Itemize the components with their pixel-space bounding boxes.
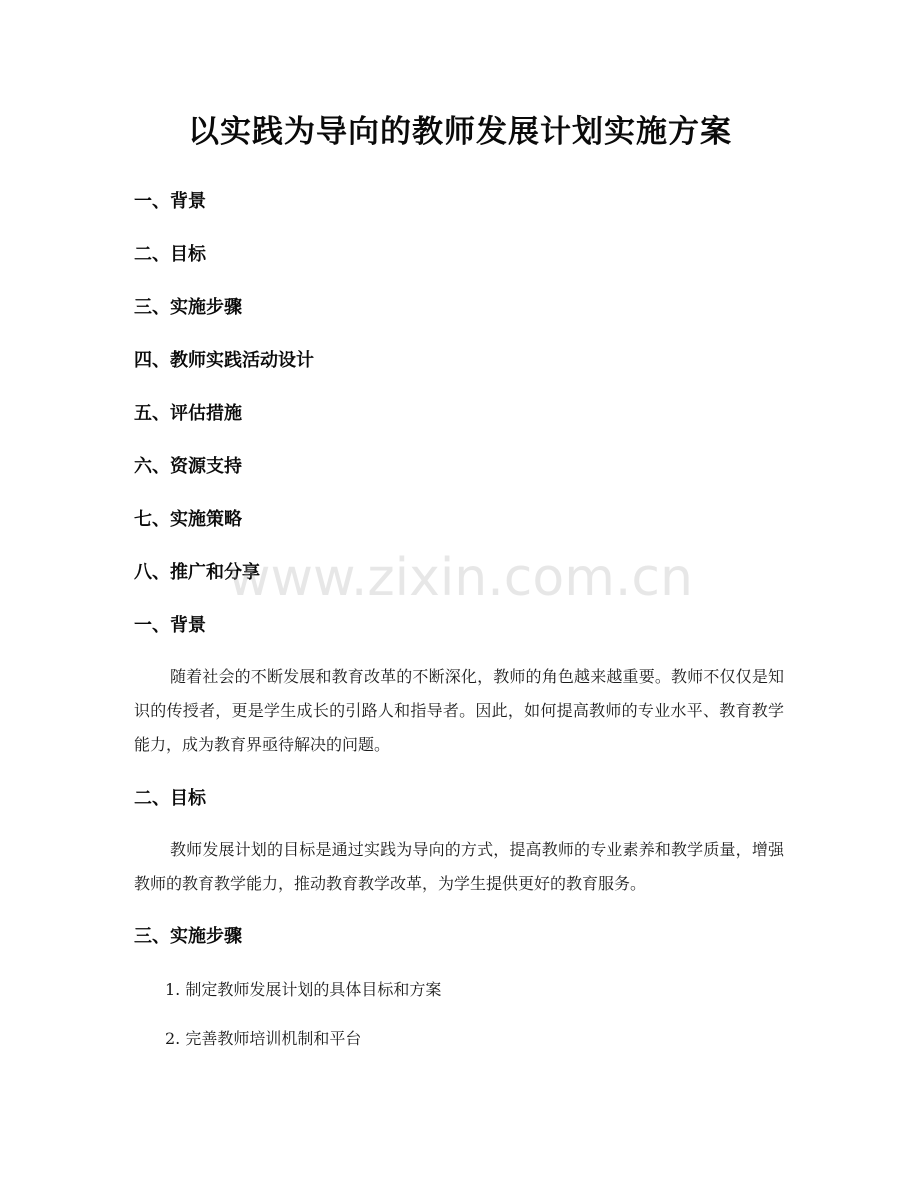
toc-item-goals: 二、目标 [134, 244, 206, 265]
toc-item-resources: 六、资源支持 [134, 456, 242, 477]
section-heading-background: 一、背景 [134, 615, 206, 636]
step-item-2: 2. 完善教师培训机制和平台 [165, 1029, 362, 1048]
section-body-background: 随着社会的不断发展和教育改革的不断深化，教师的角色越来越重要。教师不仅仅是知识的传授者，更是学生成长的引路人和指导者。因此，如何提高教师的专业水平、教育教学能力，成为教育界亟待解决的问题。 [134, 667, 784, 754]
section-heading-steps: 三、实施步骤 [134, 926, 242, 947]
step-item-1: 1. 制定教师发展计划的具体目标和方案 [165, 980, 442, 999]
toc-item-evaluation: 五、评估措施 [134, 403, 242, 424]
toc-item-strategy: 七、实施策略 [134, 509, 242, 530]
section-body-goals: 教师发展计划的目标是通过实践为导向的方式，提高教师的专业素养和教学质量，增强教师的教育教学能力，推动教育教学改革，为学生提供更好的教育服务。 [134, 840, 784, 893]
document-title: 以实践为导向的教师发展计划实施方案 [188, 114, 732, 150]
watermark-text: www.zixin.com.cn [228, 548, 693, 608]
toc-item-steps: 三、实施步骤 [134, 297, 242, 318]
toc-item-activity-design: 四、教师实践活动设计 [134, 350, 314, 371]
toc-item-promotion: 八、推广和分享 [134, 562, 260, 583]
section-heading-goals: 二、目标 [134, 788, 206, 809]
toc-item-background: 一、背景 [134, 191, 206, 212]
